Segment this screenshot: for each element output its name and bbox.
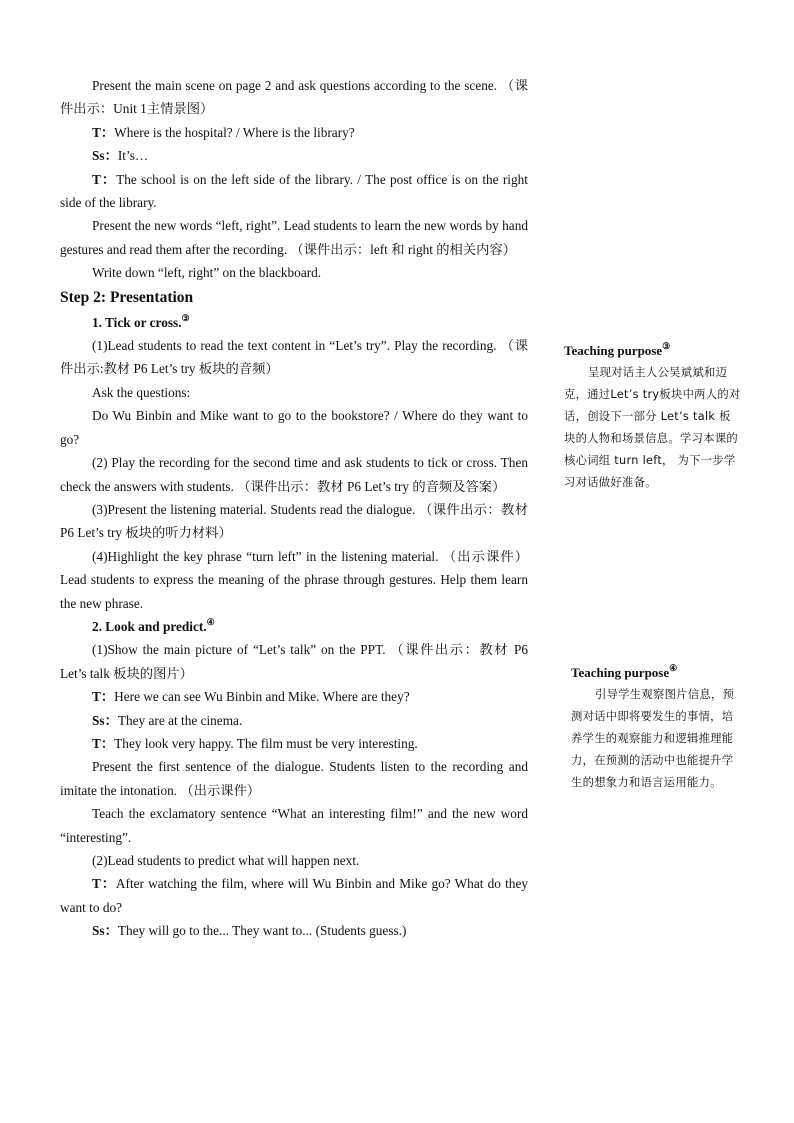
paragraph: Present the first sentence of the dialogue. Students listen to the recording and imitate the intonation. （出示课件） bbox=[60, 759, 528, 798]
subsection-heading bbox=[60, 615, 528, 638]
paragraph: (2) Play the recording for the second time and ask students to tick or cross. Then check the answers with students. （课件出示：教材 P6 Let’s try 的音频及答案） bbox=[60, 455, 528, 494]
subsection-title: 2. Look and predict. bbox=[92, 618, 207, 634]
speaker: T： bbox=[92, 171, 117, 187]
paragraph: (2)Lead students to predict what will happen next. bbox=[92, 853, 360, 868]
speaker: Ss： bbox=[92, 148, 118, 164]
note-title-text: Teaching purpose bbox=[564, 343, 663, 358]
paragraph: Present the main scene on page 2 and ask questions according to the scene. （课件出示：Unit 1主情景图） bbox=[60, 78, 528, 117]
speaker: Ss： bbox=[92, 923, 118, 939]
dialogue-text: After watching the film, where will Wu Binbin and Mike go? What do they want to do? bbox=[60, 876, 528, 915]
note-mark: ③ bbox=[181, 312, 190, 323]
note-body: 呈现对话主人公吴斌斌和迈克，通过Let’s try板块中两人的对话，创设下一部分 Let’s talk 板块的人物和场景信息。学习本课的核心词组 turn left， 为下一步学习对话做好准备。 bbox=[564, 366, 741, 489]
speaker: T： bbox=[92, 876, 116, 892]
section-heading: Step 2: Presentation bbox=[60, 288, 194, 306]
speaker: T： bbox=[92, 689, 115, 705]
note-title bbox=[564, 340, 742, 362]
paragraph: Do Wu Binbin and Mike want to go to the bookstore? / Where do they want to go? bbox=[60, 408, 528, 447]
dialogue-text: The school is on the left side of the library. / The post office is on the right side of the library. bbox=[60, 171, 528, 211]
note-title-text: Teaching purpose bbox=[571, 665, 670, 680]
dialogue-line bbox=[60, 121, 528, 144]
dialogue-text: Where is the hospital? / Where is the library? bbox=[114, 124, 355, 140]
speaker: T： bbox=[92, 735, 115, 751]
main-column bbox=[60, 74, 528, 943]
speaker: T： bbox=[92, 124, 115, 140]
dialogue-line bbox=[60, 685, 528, 708]
dialogue-line bbox=[60, 168, 528, 215]
dialogue-line bbox=[60, 919, 528, 942]
note-body: 引导学生观察图片信息，预测对话中即将要发生的事情，培养学生的观察能力和逻辑推理能力，在预测的活动中也能提升学生的想象力和语言运用能力。 bbox=[571, 688, 735, 789]
dialogue-line bbox=[60, 709, 528, 732]
note-mark: ④ bbox=[669, 663, 678, 673]
subsection-heading bbox=[60, 311, 528, 334]
paragraph: (4)Highlight the key phrase “turn left” in the listening material. （出示课件） Lead students to express the meaning of the phrase through gestures. Help them learn the new phrase. bbox=[60, 548, 528, 611]
dialogue-line bbox=[60, 872, 528, 919]
paragraph: Ask the questions: bbox=[92, 384, 191, 400]
dialogue-text: It’s… bbox=[117, 148, 149, 164]
subsection-title: 1. Tick or cross. bbox=[92, 314, 182, 330]
teaching-purpose-note bbox=[564, 340, 742, 494]
note-title bbox=[571, 662, 741, 684]
dialogue-text: They are at the cinema. bbox=[117, 712, 243, 728]
paragraph: (3)Present the listening material. Students read the dialogue. （课件出示：教材 P6 Let’s try 板块的听力材料） bbox=[60, 501, 528, 541]
speaker: Ss： bbox=[92, 712, 118, 728]
paragraph: Present the new words “left, right”. Lead students to learn the new words by hand gestures and read them after the recording. （课件出示：left 和 right 的相关内容） bbox=[60, 218, 528, 257]
dialogue-line bbox=[60, 732, 528, 755]
dialogue-line bbox=[60, 144, 528, 167]
paragraph: (1)Show the main picture of “Let’s talk” on the PPT. （课件出示：教材 P6 Let’s talk 板块的图片） bbox=[60, 642, 528, 681]
note-mark: ④ bbox=[206, 616, 215, 627]
dialogue-text: They look very happy. The film must be very interesting. bbox=[114, 735, 418, 751]
note-mark: ③ bbox=[662, 341, 671, 351]
paragraph: Teach the exclamatory sentence “What an interesting film!” and the new word “interesting”. bbox=[60, 806, 528, 845]
paragraph: Write down “left, right” on the blackboard. bbox=[92, 265, 322, 281]
dialogue-text: Here we can see Wu Binbin and Mike. Where are they? bbox=[114, 689, 410, 705]
dialogue-text: They will go to the... They want to... (Students guess.) bbox=[117, 923, 407, 939]
paragraph: (1)Lead students to read the text content in “Let’s try”. Play the recording. （课件出示:教材 P6 Let’s try 板块的音频） bbox=[60, 338, 528, 377]
teaching-purpose-note bbox=[571, 662, 741, 794]
